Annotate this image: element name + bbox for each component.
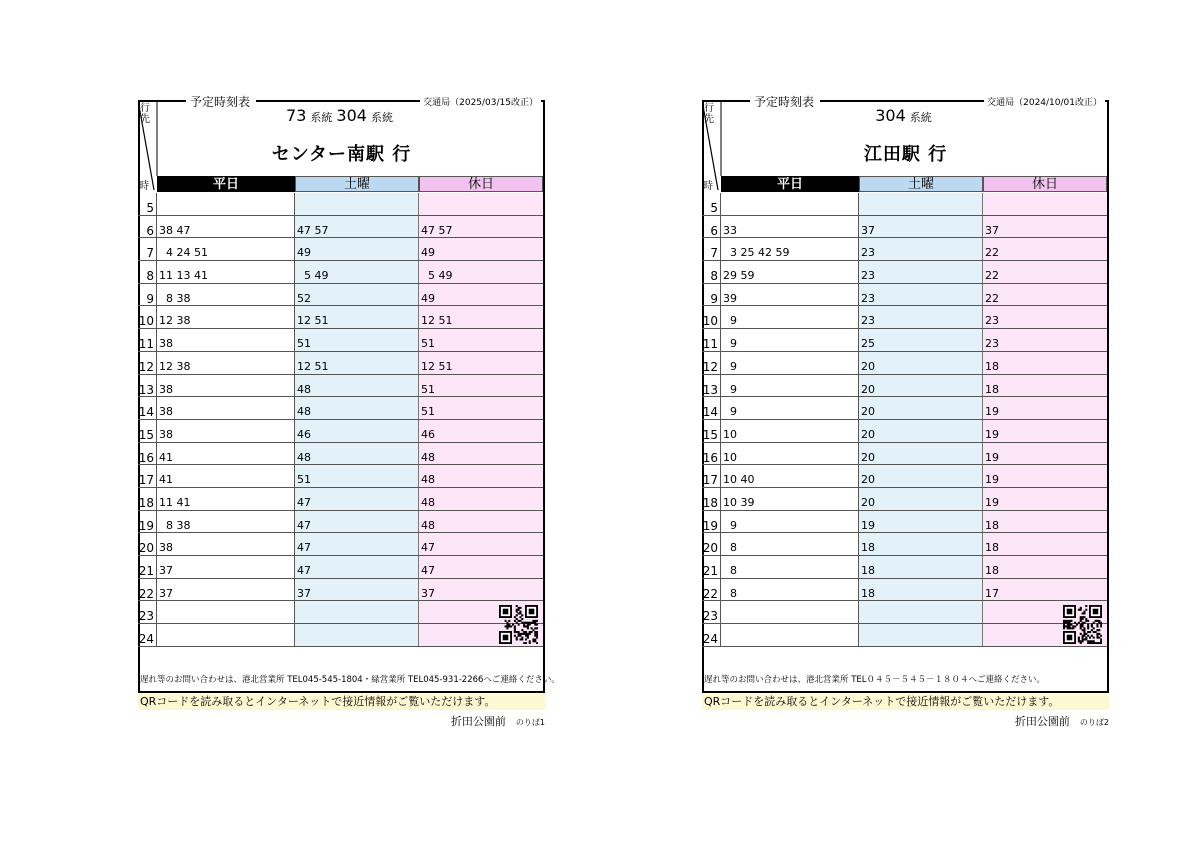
timetable-row [138, 306, 543, 329]
timetable-row [138, 193, 543, 216]
timetable-row [702, 624, 1107, 647]
timetable-row [702, 533, 1107, 556]
saturday-cell: 23 [859, 261, 983, 283]
timetable-row [702, 601, 1107, 624]
timetable-row [702, 216, 1107, 239]
saturday-cell: 18 [859, 579, 983, 601]
timetable-sheet-2 [702, 95, 1109, 730]
holiday-header: 休日 [419, 176, 543, 192]
weekday-cell: 9 [721, 511, 859, 533]
hour-cell: 5 [138, 193, 157, 215]
timetable-sheet-1 [138, 95, 560, 730]
hour-cell: 16 [702, 443, 721, 465]
stop-name: 折田公園前 [1014, 715, 1070, 728]
weekday-cell [157, 624, 295, 646]
saturday-cell: 47 [295, 533, 419, 555]
timetable-row [702, 420, 1107, 443]
saturday-cell: 23 [859, 306, 983, 328]
holiday-cell: 51 [419, 397, 543, 419]
hour-cell: 23 [702, 601, 721, 623]
weekday-cell [157, 193, 295, 215]
timetable-row [138, 488, 543, 511]
holiday-cell: 12 51 [419, 352, 543, 374]
saturday-cell: 51 [295, 465, 419, 487]
weekday-cell [721, 624, 859, 646]
qr-code-image [499, 605, 538, 644]
holiday-cell: 18 [983, 352, 1107, 374]
hour-cell: 7 [138, 238, 157, 260]
weekday-cell: 33 [721, 216, 859, 238]
saturday-header: 土曜 [859, 176, 983, 192]
weekday-cell: 9 [721, 329, 859, 351]
weekday-cell: 10 39 [721, 488, 859, 510]
holiday-cell: 46 [419, 420, 543, 442]
hour-cell: 12 [138, 352, 157, 374]
timetable-row [702, 284, 1107, 307]
weekday-cell: 38 [157, 533, 295, 555]
hour-cell: 6 [702, 216, 721, 238]
saturday-cell [859, 193, 983, 215]
timetable-row [138, 329, 543, 352]
saturday-cell: 47 [295, 511, 419, 533]
saturday-cell [859, 601, 983, 623]
holiday-cell: 37 [983, 216, 1107, 238]
timetable-row [702, 193, 1107, 216]
timetable-row [702, 397, 1107, 420]
saturday-cell: 12 51 [295, 352, 419, 374]
hour-cell: 8 [138, 261, 157, 283]
timetable-row [138, 420, 543, 443]
timetable-rows [138, 193, 543, 647]
hour-cell: 17 [138, 465, 157, 487]
saturday-cell: 37 [859, 216, 983, 238]
route-number: 304 [336, 106, 367, 125]
office-revision: 交通局（2024/10/01改正） [984, 95, 1105, 108]
hour-cell: 24 [138, 624, 157, 646]
hour-cell: 18 [138, 488, 157, 510]
holiday-cell: 22 [983, 238, 1107, 260]
weekday-cell [721, 601, 859, 623]
weekday-cell: 3 25 42 59 [721, 238, 859, 260]
saturday-cell: 12 51 [295, 306, 419, 328]
timetable-row [138, 624, 543, 647]
timetable-row [702, 375, 1107, 398]
weekday-cell: 12 38 [157, 306, 295, 328]
hour-cell: 13 [702, 375, 721, 397]
saturday-cell: 20 [859, 375, 983, 397]
weekday-header: 平日 [721, 176, 859, 192]
holiday-cell: 19 [983, 420, 1107, 442]
holiday-cell: 47 [419, 533, 543, 555]
holiday-cell: 49 [419, 238, 543, 260]
timetable-row [702, 261, 1107, 284]
holiday-header: 休日 [983, 176, 1107, 192]
timetable-title: 予定時刻表 [186, 93, 254, 110]
weekday-cell: 37 [157, 579, 295, 601]
hour-cell: 14 [702, 397, 721, 419]
timetable-row [138, 284, 543, 307]
weekday-cell: 8 [721, 556, 859, 578]
weekday-cell: 38 47 [157, 216, 295, 238]
saturday-cell: 18 [859, 556, 983, 578]
timetable-row [138, 579, 543, 602]
hour-cell: 17 [702, 465, 721, 487]
saturday-header: 土曜 [295, 176, 419, 192]
holiday-cell: 18 [983, 556, 1107, 578]
saturday-cell: 37 [295, 579, 419, 601]
pole-number: のりば1 [515, 718, 545, 727]
weekday-cell: 4 24 51 [157, 238, 295, 260]
hour-cell: 6 [138, 216, 157, 238]
saturday-cell: 5 49 [295, 261, 419, 283]
holiday-cell: 37 [419, 579, 543, 601]
timetable-row [702, 329, 1107, 352]
route-suffix: 系統 [370, 111, 393, 124]
saturday-cell: 20 [859, 488, 983, 510]
weekday-cell: 10 40 [721, 465, 859, 487]
timetable-row [702, 238, 1107, 261]
qr-code[interactable] [1063, 605, 1102, 644]
saturday-cell: 52 [295, 284, 419, 306]
route-numbers [702, 106, 1109, 125]
timetable-row [138, 556, 543, 579]
destination: センター南駅 行 [271, 144, 412, 165]
weekday-cell: 41 [157, 465, 295, 487]
holiday-cell: 19 [983, 488, 1107, 510]
holiday-cell: 48 [419, 443, 543, 465]
holiday-cell: 17 [983, 579, 1107, 601]
qr-code[interactable] [499, 605, 538, 644]
weekday-cell: 11 41 [157, 488, 295, 510]
timetable-row [138, 352, 543, 375]
hour-cell: 19 [702, 511, 721, 533]
saturday-cell: 23 [859, 284, 983, 306]
hour-cell: 11 [702, 329, 721, 351]
hour-cell: 8 [702, 261, 721, 283]
weekday-cell: 10 [721, 420, 859, 442]
weekday-cell: 38 [157, 329, 295, 351]
holiday-cell: 23 [983, 329, 1107, 351]
saturday-cell: 48 [295, 443, 419, 465]
timetable-row [702, 443, 1107, 466]
timetable-title: 予定時刻表 [750, 93, 818, 110]
qr-note: QRコードを読み取るとインターネットで接近情報がご覧いただけます。 [702, 694, 1109, 710]
route-number: 304 [875, 106, 906, 125]
hour-cell: 22 [702, 579, 721, 601]
timetable-row [138, 443, 543, 466]
holiday-cell: 5 49 [419, 261, 543, 283]
holiday-cell: 22 [983, 284, 1107, 306]
holiday-cell: 12 51 [419, 306, 543, 328]
weekday-cell: 9 [721, 352, 859, 374]
timetable-row [138, 216, 543, 239]
route-suffix: 系統 [909, 111, 932, 124]
hour-cell: 21 [702, 556, 721, 578]
holiday-cell: 48 [419, 465, 543, 487]
hour-cell: 18 [702, 488, 721, 510]
holiday-cell: 47 57 [419, 216, 543, 238]
timetable-row [702, 511, 1107, 534]
holiday-cell: 49 [419, 284, 543, 306]
saturday-cell: 46 [295, 420, 419, 442]
hour-cell: 20 [702, 533, 721, 555]
holiday-cell [419, 193, 543, 215]
hour-cell: 9 [702, 284, 721, 306]
holiday-cell: 47 [419, 556, 543, 578]
weekday-cell: 37 [157, 556, 295, 578]
office-revision: 交通局（2025/03/15改正） [420, 95, 541, 108]
destination: 江田駅 行 [863, 144, 948, 165]
saturday-cell: 23 [859, 238, 983, 260]
weekday-header: 平日 [157, 176, 295, 192]
hour-cell: 10 [138, 306, 157, 328]
timetable-row [138, 511, 543, 534]
saturday-cell: 51 [295, 329, 419, 351]
hour-cell: 13 [138, 375, 157, 397]
weekday-cell: 8 38 [157, 511, 295, 533]
hour-cell: 24 [702, 624, 721, 646]
timetable-row [138, 601, 543, 624]
timetable-row [138, 375, 543, 398]
hour-cell: 14 [138, 397, 157, 419]
saturday-cell: 47 [295, 556, 419, 578]
hour-cell: 22 [138, 579, 157, 601]
hour-cell: 15 [138, 420, 157, 442]
hour-cell: 5 [702, 193, 721, 215]
holiday-cell: 19 [983, 465, 1107, 487]
weekday-cell: 8 [721, 533, 859, 555]
weekday-cell: 12 38 [157, 352, 295, 374]
timetable-row [138, 397, 543, 420]
contact-notice: 遅れ等のお問い合わせは、港北営業所 TEL０４５－５４５－１８０４へご連絡ください。 [704, 675, 1046, 685]
route-number: 73 [286, 106, 307, 125]
weekday-cell: 9 [721, 375, 859, 397]
timetable-row [138, 261, 543, 284]
weekday-cell: 38 [157, 375, 295, 397]
weekday-cell: 38 [157, 397, 295, 419]
hour-cell: 19 [138, 511, 157, 533]
saturday-cell [859, 624, 983, 646]
hour-cell: 9 [138, 284, 157, 306]
contact-notice: 遅れ等のお問い合わせは、港北営業所 TEL045-545-1804・緑営業所 TEL045-931-2266へご連絡ください。 [140, 675, 560, 685]
weekday-cell [721, 193, 859, 215]
saturday-cell: 47 57 [295, 216, 419, 238]
holiday-cell: 18 [983, 375, 1107, 397]
route-suffix: 系統 [310, 111, 333, 124]
qr-note: QRコードを読み取るとインターネットで接近情報がご覧いただけます。 [138, 694, 545, 710]
weekday-cell: 10 [721, 443, 859, 465]
weekday-cell: 39 [721, 284, 859, 306]
saturday-cell: 20 [859, 465, 983, 487]
holiday-cell: 19 [983, 397, 1107, 419]
timetable-rows [702, 193, 1107, 647]
timetable-row [702, 465, 1107, 488]
weekday-cell: 9 [721, 306, 859, 328]
hour-cell: 10 [702, 306, 721, 328]
saturday-cell: 20 [859, 352, 983, 374]
holiday-cell: 18 [983, 511, 1107, 533]
saturday-cell: 47 [295, 488, 419, 510]
holiday-cell: 18 [983, 533, 1107, 555]
saturday-cell: 20 [859, 420, 983, 442]
hour-cell: 23 [138, 601, 157, 623]
weekday-cell [157, 601, 295, 623]
hour-cell: 12 [702, 352, 721, 374]
saturday-cell [295, 601, 419, 623]
timetable-row [702, 488, 1107, 511]
saturday-cell: 18 [859, 533, 983, 555]
weekday-cell: 8 38 [157, 284, 295, 306]
holiday-cell: 48 [419, 511, 543, 533]
weekday-cell: 38 [157, 420, 295, 442]
hour-cell: 15 [702, 420, 721, 442]
stop-info [451, 713, 545, 729]
holiday-cell: 23 [983, 306, 1107, 328]
timetable-row [138, 238, 543, 261]
timetable-row [138, 465, 543, 488]
hour-cell: 16 [138, 443, 157, 465]
holiday-cell: 48 [419, 488, 543, 510]
saturday-cell: 48 [295, 375, 419, 397]
saturday-cell [295, 193, 419, 215]
pole-number: のりば2 [1079, 718, 1109, 727]
saturday-cell: 25 [859, 329, 983, 351]
weekday-cell: 29 59 [721, 261, 859, 283]
timetable-row [702, 579, 1107, 602]
timetable-row [702, 556, 1107, 579]
holiday-cell: 22 [983, 261, 1107, 283]
stop-info [1015, 713, 1109, 729]
weekday-cell: 11 13 41 [157, 261, 295, 283]
stop-name: 折田公園前 [450, 715, 506, 728]
hour-cell: 21 [138, 556, 157, 578]
saturday-cell: 49 [295, 238, 419, 260]
hour-cell: 11 [138, 329, 157, 351]
holiday-cell: 19 [983, 443, 1107, 465]
holiday-cell [983, 193, 1107, 215]
saturday-cell: 19 [859, 511, 983, 533]
route-numbers [138, 106, 545, 125]
hour-cell: 20 [138, 533, 157, 555]
timetable-row [138, 533, 543, 556]
hour-cell: 7 [702, 238, 721, 260]
weekday-cell: 9 [721, 397, 859, 419]
holiday-cell: 51 [419, 329, 543, 351]
saturday-cell: 20 [859, 443, 983, 465]
weekday-cell: 8 [721, 579, 859, 601]
holiday-cell: 51 [419, 375, 543, 397]
timetable-row [702, 352, 1107, 375]
weekday-cell: 41 [157, 443, 295, 465]
saturday-cell: 48 [295, 397, 419, 419]
destination-label: 行先 [140, 103, 150, 125]
timetable-row [702, 306, 1107, 329]
saturday-cell: 20 [859, 397, 983, 419]
hour-header: 時 [703, 181, 713, 192]
destination-label: 行先 [704, 103, 714, 125]
hour-header: 時 [139, 181, 149, 192]
qr-code-image [1063, 605, 1102, 644]
saturday-cell [295, 624, 419, 646]
